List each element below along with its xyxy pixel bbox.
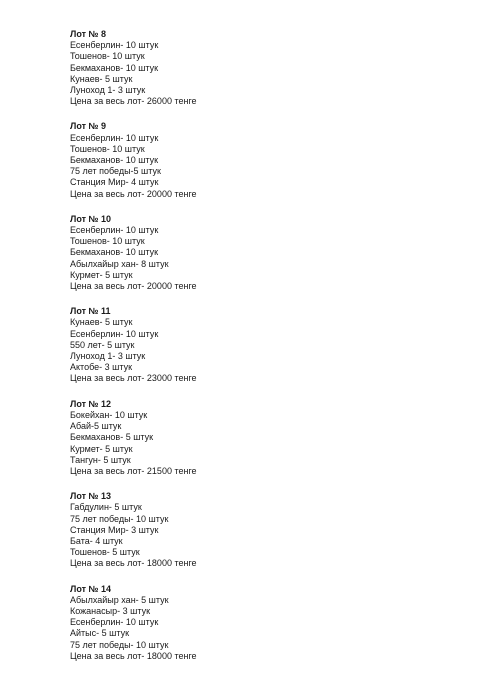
lot-title: Лот № 10 — [70, 213, 112, 224]
lot-title: Лот № 8 — [70, 29, 107, 39]
lot-item: Луноход 1- 3 штук — [70, 351, 146, 362]
lot-title: Лот № 13 — [70, 491, 112, 502]
lot-item: 75 лет победы-5 штук — [70, 166, 161, 177]
lot-item: Курмет- 5 штук — [70, 269, 133, 280]
lot-item: Тошенов- 10 штук — [70, 51, 145, 62]
lot-price: Цена за весь лот- 26000 тенге — [70, 96, 197, 107]
lot-item: Есенберлин- 10 штук — [70, 40, 159, 51]
lot-item: Бекмаханов- 10 штук — [70, 247, 159, 258]
lot-item: Есенберлин- 10 штук — [70, 617, 159, 628]
lot-item: Бекмаханов- 5 штук — [70, 432, 154, 443]
lot-item: Есенберлин- 10 штук — [70, 132, 159, 143]
lot-price: Цена за весь лот- 18000 тенге — [70, 558, 197, 569]
lot-price: Цена за весь лот- 20000 тенге — [70, 188, 197, 199]
lot-item: Абылхайыр хан- 8 штук — [70, 258, 169, 269]
lot-item: Станция Мир- 4 штук — [70, 177, 159, 188]
lot-item: Станция Мир- 3 штук — [70, 524, 159, 535]
lot-title: Лот № 12 — [70, 398, 112, 409]
lot-item: Бекмаханов- 10 штук — [70, 155, 159, 166]
lot-item: Кунаев- 5 штук — [70, 317, 133, 328]
lot-title: Лот № 11 — [70, 306, 111, 317]
lot-8 — [70, 29, 470, 107]
lot-title: Лот № 14 — [70, 583, 112, 594]
lot-item: Тошенов- 5 штук — [70, 547, 140, 558]
lot-10 — [70, 214, 470, 292]
lot-item: 75 лет победы- 10 штук — [70, 513, 169, 524]
lot-11 — [70, 306, 470, 384]
lot-item: Бекмаханов- 10 штук — [70, 62, 159, 73]
lot-item: Актобе- 3 штук — [70, 362, 133, 373]
lot-item: Кунаев- 5 штук — [70, 73, 133, 84]
lot-item: Бата- 4 штук — [70, 535, 123, 546]
lot-13 — [70, 491, 470, 569]
lot-item: Тошенов- 10 штук — [70, 143, 145, 154]
lot-item: Айтыс- 5 штук — [70, 628, 130, 639]
lot-item: Луноход 1- 3 штук — [70, 85, 146, 96]
lot-price: Цена за весь лот- 18000 тенге — [70, 650, 197, 661]
lot-item: Курмет- 5 штук — [70, 443, 133, 454]
lot-price: Цена за весь лот- 21500 тенге — [70, 465, 197, 476]
lot-price: Цена за весь лот- 23000 тенге — [70, 373, 197, 384]
lot-item: Кожанасыр- 3 штук — [70, 605, 151, 616]
lot-12 — [70, 399, 470, 477]
lot-title: Лот № 9 — [70, 121, 107, 132]
lot-item: Бокейхан- 10 штук — [70, 409, 148, 420]
lot-item: 75 лет победы- 10 штук — [70, 639, 169, 650]
lot-item: Габдулин- 5 штук — [70, 502, 142, 513]
lot-item: Абай-5 штук — [70, 421, 122, 432]
lot-price: Цена за весь лот- 20000 тенге — [70, 281, 197, 292]
lot-item: Абылхайыр хан- 5 штук — [70, 594, 169, 605]
lot-item: 550 лет- 5 штук — [70, 339, 135, 350]
document-page — [70, 29, 470, 676]
lot-item: Тошенов- 10 штук — [70, 236, 145, 247]
lot-item: Есенберлин- 10 штук — [70, 225, 159, 236]
lot-item: Тангун- 5 штук — [70, 454, 131, 465]
lot-14 — [70, 584, 470, 662]
lot-9 — [70, 121, 470, 199]
lot-item: Есенберлин- 10 штук — [70, 328, 159, 339]
